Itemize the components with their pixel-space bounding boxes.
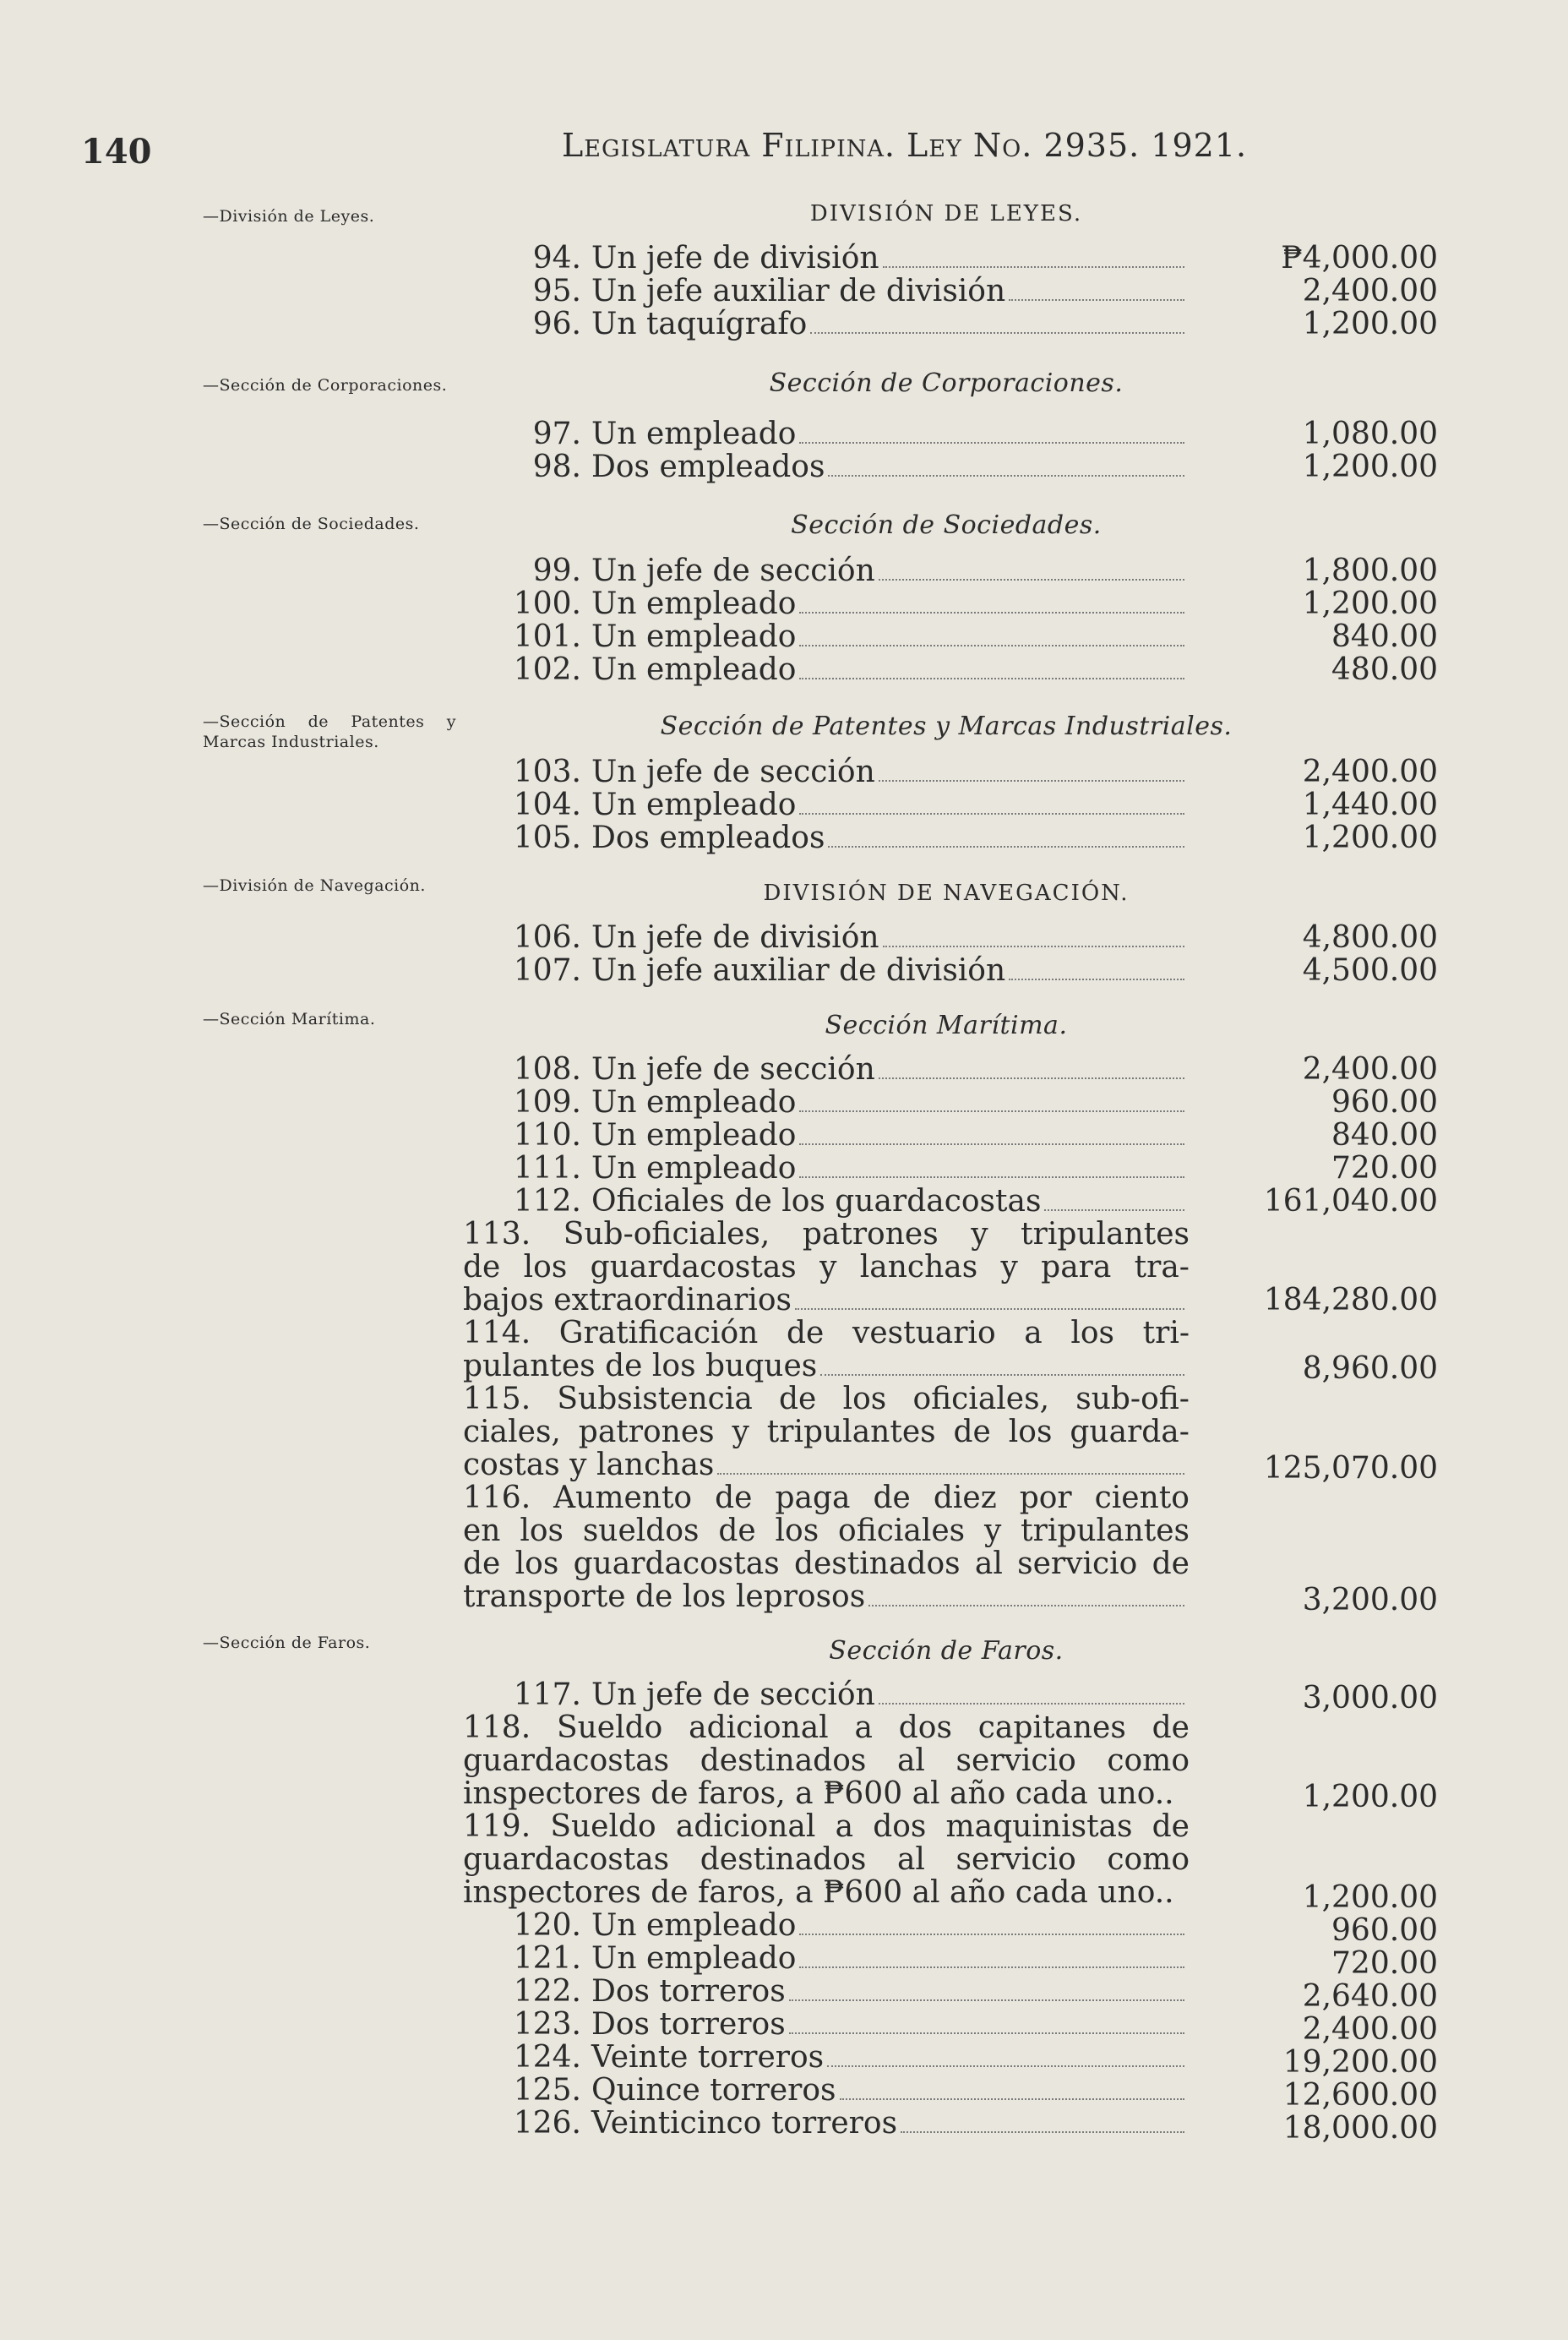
item-text: Un empleado: [591, 586, 797, 621]
paragraph-line: ciales, patrones y tripulantes de los guarda-: [463, 1415, 1190, 1449]
item-number: 97.: [532, 417, 581, 451]
item-number: 98.: [532, 450, 581, 484]
item-number: 124.: [513, 2040, 581, 2075]
item-number: 103.: [513, 755, 581, 789]
list-item: [463, 1152, 1190, 1186]
item-amount: 2,400.00: [1302, 274, 1438, 308]
item-amount: 8,960.00: [1302, 1351, 1438, 1386]
paragraph-line: costas y lanchas: [463, 1448, 715, 1482]
item-number: 100.: [513, 586, 581, 621]
item-text: Veinticinco torreros: [591, 2106, 898, 2141]
heading-seccion-maritima: Sección Marítima.: [825, 1011, 1068, 1040]
paragraph-line: 118. Sueldo adicional a dos capitanes de: [463, 1710, 1190, 1745]
running-head: Legislatura Filipina. Ley No. 2935. 1921.: [562, 127, 1248, 164]
item-text: Un jefe auxiliar de división: [591, 274, 1006, 308]
item-text: Dos empleados: [591, 821, 825, 855]
list-item: [463, 1119, 1190, 1153]
paragraph-item: [463, 1481, 1190, 1613]
item-text: Un jefe de sección: [591, 755, 875, 789]
margin-note-division-navegacion: —División de Navegación.: [203, 876, 426, 895]
list-item: [463, 275, 1190, 308]
list-item: [463, 653, 1190, 687]
item-number: 102.: [513, 652, 581, 687]
item-number: 106.: [513, 920, 581, 955]
item-amount: ₱4,000.00: [1281, 241, 1438, 275]
list-item: [463, 921, 1190, 955]
item-number: 122.: [513, 1974, 581, 2009]
margin-note-seccion-patentes: —Sección de Patentes y Marcas Industriales.: [203, 712, 456, 751]
item-amount: 2,400.00: [1302, 2012, 1438, 2047]
list-item: [463, 821, 1190, 855]
item-text: Un empleado: [591, 1085, 797, 1120]
item-number: 126.: [513, 2106, 581, 2141]
item-text: Un empleado: [591, 1151, 797, 1186]
paragraph-line: bajos extraordinarios: [463, 1283, 792, 1317]
item-amount: 3,200.00: [1302, 1583, 1438, 1617]
list-item: [463, 242, 1190, 275]
paragraph-item: [463, 1711, 1190, 1810]
margin-note-seccion-sociedades: —Sección de Sociedades.: [203, 515, 420, 533]
dot-leader: [868, 1605, 1184, 1606]
dot-leader: [799, 612, 1184, 614]
paragraph-item: [463, 1383, 1190, 1481]
dot-leader: [1009, 299, 1184, 301]
paragraph-line: de los guardacostas y lanchas y para tra-: [463, 1250, 1190, 1285]
dot-leader: [799, 1143, 1184, 1145]
heading-seccion-patentes: Sección de Patentes y Marcas Industriales.: [660, 712, 1233, 741]
margin-note-seccion-maritima: —Sección Marítima.: [203, 1010, 376, 1028]
dot-leader: [799, 813, 1184, 815]
item-amount: 1,200.00: [1302, 450, 1438, 484]
list-item: [463, 554, 1190, 588]
item-amount: 1,080.00: [1302, 417, 1438, 451]
list-item: [463, 1942, 1190, 1976]
dot-leader: [799, 442, 1184, 444]
item-number: 101.: [513, 619, 581, 654]
list-item: [463, 2107, 1190, 2141]
heading-division-leyes: DIVISIÓN DE LEYES.: [809, 201, 1083, 226]
item-amount: 2,400.00: [1302, 755, 1438, 789]
item-amount: 840.00: [1331, 619, 1438, 654]
item-amount: 960.00: [1331, 1913, 1438, 1948]
item-number: 96.: [532, 307, 581, 341]
item-amount: 4,800.00: [1302, 920, 1438, 955]
item-amount: 720.00: [1331, 1946, 1438, 1981]
list-item: [463, 620, 1190, 654]
dot-leader: [879, 1077, 1184, 1079]
item-number: 104.: [513, 788, 581, 822]
list-item: [463, 1909, 1190, 1943]
item-text: Un jefe de sección: [591, 1677, 875, 1712]
dot-leader: [799, 645, 1184, 646]
item-text: Un jefe de sección: [591, 1052, 875, 1087]
list-item: [463, 2074, 1190, 2108]
paragraph-item: [463, 1810, 1190, 1909]
item-amount: 960.00: [1331, 1085, 1438, 1120]
item-amount: 2,400.00: [1302, 1052, 1438, 1087]
dot-leader: [901, 2131, 1184, 2133]
item-text: Un jefe de división: [591, 920, 879, 955]
dot-leader: [799, 1176, 1184, 1178]
list-item: [463, 2041, 1190, 2075]
item-amount: 720.00: [1331, 1151, 1438, 1186]
item-amount: 161,040.00: [1263, 1184, 1438, 1219]
item-number: 95.: [532, 274, 581, 308]
dot-leader: [799, 1966, 1184, 1968]
dot-leader: [789, 1999, 1184, 2001]
dot-leader: [827, 2065, 1184, 2067]
paragraph-line: inspectores de faros, a ₱600 al año cada uno..: [463, 1875, 1174, 1910]
dot-leader: [879, 780, 1184, 782]
dot-leader: [789, 2032, 1184, 2034]
item-text: Un jefe de división: [591, 241, 879, 275]
list-item: [463, 587, 1190, 621]
paragraph-line: guardacostas destinados al servicio como: [463, 1743, 1190, 1778]
list-item: [463, 1678, 1190, 1712]
item-number: 108.: [513, 1052, 581, 1087]
dot-leader: [879, 1703, 1184, 1705]
item-amount: 12,600.00: [1282, 2078, 1438, 2113]
item-number: 125.: [513, 2073, 581, 2108]
item-number: 105.: [513, 821, 581, 855]
paragraph-line: 113. Sub-oficiales, patrones y tripulantes: [463, 1217, 1190, 1252]
item-number: 112.: [513, 1184, 581, 1219]
list-item: [463, 788, 1190, 822]
item-amount: 1,200.00: [1302, 586, 1438, 621]
item-text: Un jefe de sección: [591, 554, 875, 588]
dot-leader: [799, 1110, 1184, 1112]
paragraph-line: transporte de los leprosos: [463, 1579, 866, 1614]
dot-leader: [840, 2098, 1184, 2100]
item-amount: 4,500.00: [1302, 953, 1438, 988]
dot-leader: [795, 1308, 1184, 1310]
item-number: 110.: [513, 1118, 581, 1153]
margin-note-seccion-corporaciones: —Sección de Corporaciones.: [203, 376, 448, 395]
item-text: Oficiales de los guardacostas: [591, 1184, 1042, 1219]
paragraph-line: guardacostas destinados al servicio como: [463, 1842, 1190, 1877]
paragraph-item: [463, 1218, 1190, 1317]
paragraph-line: en los sueldos de los oficiales y tripulantes: [463, 1514, 1190, 1548]
dot-leader: [883, 266, 1184, 268]
paragraph-line: de los guardacostas destinados al servicio de: [463, 1546, 1190, 1581]
item-amount: 19,200.00: [1282, 2045, 1438, 2080]
item-amount: 1,200.00: [1302, 1880, 1438, 1915]
item-text: Dos torreros: [591, 2007, 786, 2042]
item-number: 121.: [513, 1941, 581, 1976]
item-number: 123.: [513, 2007, 581, 2042]
dot-leader: [810, 332, 1184, 334]
paragraph-line: 116. Aumento de paga de diez por ciento: [463, 1481, 1190, 1515]
list-item: [463, 308, 1190, 341]
paragraph-line: 114. Gratificación de vestuario a los tri-: [463, 1316, 1190, 1350]
item-text: Veinte torreros: [591, 2040, 825, 2075]
dot-leader: [717, 1473, 1184, 1475]
item-amount: 2,640.00: [1302, 1979, 1438, 2014]
item-text: Dos torreros: [591, 1974, 786, 2009]
item-amount: 1,200.00: [1302, 1780, 1438, 1814]
item-amount: 125,070.00: [1263, 1451, 1438, 1486]
item-number: 120.: [513, 1908, 581, 1943]
item-amount: 480.00: [1331, 652, 1438, 687]
dot-leader: [1044, 1209, 1184, 1211]
item-text: Un empleado: [591, 417, 797, 451]
item-text: Un empleado: [591, 619, 797, 654]
heading-division-navegacion: DIVISIÓN DE NAVEGACIÓN.: [763, 881, 1130, 906]
item-number: 107.: [513, 953, 581, 988]
list-item: [463, 417, 1190, 451]
list-item: [463, 1086, 1190, 1120]
list-item: [463, 755, 1190, 789]
list-item: [463, 1185, 1190, 1219]
item-number: 94.: [532, 241, 581, 275]
dot-leader: [828, 846, 1184, 848]
list-item: [463, 954, 1190, 988]
heading-seccion-sociedades: Sección de Sociedades.: [791, 510, 1102, 540]
item-number: 109.: [513, 1085, 581, 1120]
item-number: 117.: [513, 1677, 581, 1712]
item-text: Un empleado: [591, 1941, 797, 1976]
item-text: Un empleado: [591, 788, 797, 822]
item-text: Quince torreros: [591, 2073, 836, 2108]
paragraph-line: pulantes de los buques: [463, 1349, 818, 1383]
item-text: Un empleado: [591, 1118, 797, 1153]
paragraph-line: inspectores de faros, a ₱600 al año cada uno..: [463, 1776, 1174, 1811]
dot-leader: [879, 579, 1184, 581]
item-number: 111.: [513, 1151, 581, 1186]
item-text: Un taquígrafo: [591, 307, 808, 341]
dot-leader: [799, 1934, 1184, 1935]
item-amount: 3,000.00: [1302, 1681, 1438, 1715]
item-amount: 1,440.00: [1302, 788, 1438, 822]
item-text: Un empleado: [591, 1908, 797, 1943]
item-text: Un jefe auxiliar de división: [591, 953, 1006, 988]
item-amount: 18,000.00: [1282, 2111, 1438, 2146]
margin-note-division-leyes: —División de Leyes.: [203, 207, 375, 226]
list-item: [463, 1053, 1190, 1087]
dot-leader: [828, 475, 1184, 477]
paragraph-line: 115. Subsistencia de los oficiales, sub-ofi-: [463, 1382, 1190, 1416]
margin-note-seccion-faros: —Sección de Faros.: [203, 1634, 371, 1652]
heading-seccion-corporaciones: Sección de Corporaciones.: [769, 368, 1124, 398]
page-number: 140: [81, 132, 152, 172]
item-text: Un empleado: [591, 652, 797, 687]
paragraph-line: 119. Sueldo adicional a dos maquinistas de: [463, 1809, 1190, 1844]
item-amount: 1,200.00: [1302, 307, 1438, 341]
item-number: 99.: [532, 554, 581, 588]
item-amount: 1,800.00: [1302, 554, 1438, 588]
item-text: Dos empleados: [591, 450, 825, 484]
item-amount: 184,280.00: [1263, 1283, 1438, 1317]
dot-leader: [1009, 979, 1184, 980]
paragraph-item: [463, 1317, 1190, 1383]
item-amount: 840.00: [1331, 1118, 1438, 1153]
heading-seccion-faros: Sección de Faros.: [829, 1636, 1064, 1666]
dot-leader: [883, 946, 1184, 947]
item-amount: 1,200.00: [1302, 821, 1438, 855]
dot-leader: [799, 678, 1184, 679]
dot-leader: [820, 1374, 1184, 1376]
list-item: [463, 450, 1190, 484]
list-item: [463, 2008, 1190, 2042]
list-item: [463, 1975, 1190, 2009]
